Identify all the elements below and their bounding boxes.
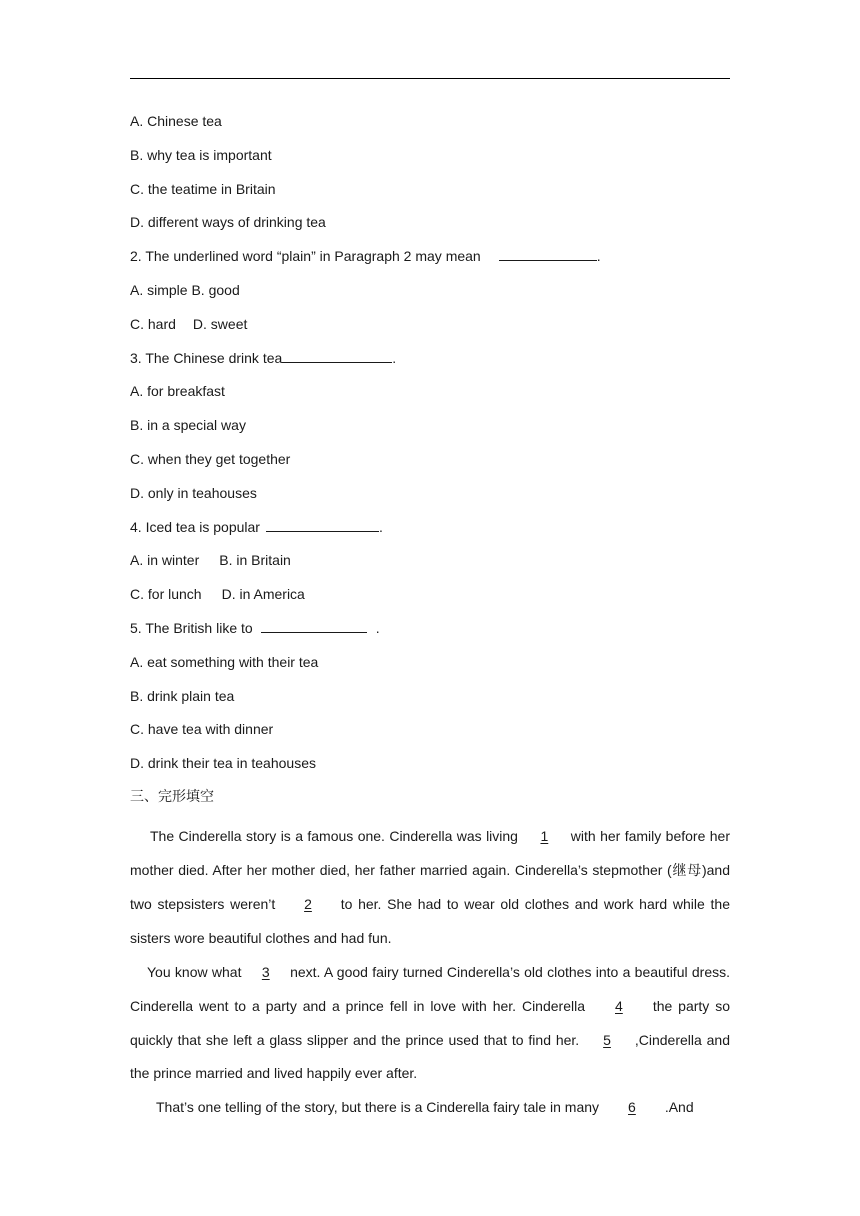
cloze-p2-text-d: ,Cinderella and the prince married and lived happily ever after. [130,1031,731,1082]
q2-option-d: D. sweet [192,315,248,332]
cloze-blank-6: 6 [628,1099,636,1116]
q1-option-d: D. different ways of drinking tea [130,214,326,231]
q1-option-a: A. Chinese tea [130,113,222,129]
q4-options-row2 [130,583,730,617]
q2-stem [130,245,730,279]
q1-option-b: B. why tea is important [130,146,272,163]
q2-option-c: C. hard [130,315,176,332]
q5-stem-end: . [375,619,380,636]
q2-options-row1 [130,279,730,313]
section-title-cloze: 三、完形填空 [130,788,214,805]
q4-answer-blank [266,516,379,532]
cloze-p1-chinese: 继母 [671,862,702,879]
cloze-p3-text-a: That’s one telling of the story, but there is a Cinderella fairy tale in many [156,1099,600,1116]
q4-option-a: A. in winter [130,552,200,569]
q3-option-d: D. only in teahouses [130,484,257,501]
q2-stem-end: . [596,248,601,265]
q4-stem-text: 4. Iced tea is popular [130,518,260,535]
q3-option-c: C. when they get together [130,450,291,467]
cloze-p1-text-a: The Cinderella story is a famous one. Cinderella was living [150,827,518,844]
q4-option-c: C. for lunch [130,586,202,603]
q4-option-d: D. in America [221,586,305,603]
q2-option-a: A. simple [130,281,188,298]
cloze-blank-1: 1 [540,827,549,844]
cloze-p2-text-c: the party so quickly that she left a glass slipper and the prince used that to find her. [130,997,730,1048]
cloze-blank-3: 3 [261,963,270,980]
cloze-p1-text-b: with her family before her mother died. After her mother died, her father married again. Cinderella’s stepmother ( [130,827,730,878]
q4-option-b: B. in Britain [219,552,291,569]
q5-answer-blank [261,617,367,633]
q3-option-a: A. for breakfast [130,383,225,400]
cloze-blank-4: 4 [615,997,623,1014]
q3-answer-blank [282,347,392,363]
cloze-p2-text-b: next. A good fairy turned Cinderella’s old clothes into a beautiful dress. Cinderella went to a party and a prince fell in love with her. Cinderella [130,963,731,1014]
q3-stem [130,347,730,381]
cloze-paragraph-2 [130,956,730,1091]
header-rule [130,78,730,79]
document-body [130,110,730,1125]
cloze-p1-text-c: )and two stepsisters weren’t [130,861,730,913]
q5-option-b: B. drink plain tea [130,687,235,704]
q5-stem [130,617,730,651]
q5-option-c: C. have tea with dinner [130,721,274,738]
q5-option-a: A. eat something with their tea [130,653,319,670]
cloze-paragraph-3 [130,1091,730,1125]
q2-options-row2 [130,313,730,347]
cloze-paragraph-1 [130,820,730,956]
q4-options-row1 [130,549,730,583]
cloze-p3-text-b: .And [664,1099,694,1116]
q5-option-d: D. drink their tea in teahouses [130,755,316,772]
q5-stem-text: 5. The British like to [130,619,253,636]
q3-stem-text: 3. The Chinese drink tea [130,349,283,366]
q2-option-b: B. good [191,281,240,298]
q2-stem-text: 2. The underlined word “plain” in Paragraph 2 may mean [130,248,481,265]
q4-stem [130,516,730,550]
cloze-p1-text-d: to her. She had to wear old clothes and work hard while the sisters wore beautiful clothes and had fun. [130,896,730,947]
q3-option-b: B. in a special way [130,417,246,434]
cloze-p2-text-a: You know what [147,963,242,980]
cloze-blank-2: 2 [304,896,312,913]
q2-answer-blank [499,245,597,261]
q1-option-c: C. the teatime in Britain [130,180,276,197]
q4-stem-end: . [378,518,383,535]
cloze-blank-5: 5 [603,1031,611,1048]
q3-stem-end: . [392,349,397,366]
